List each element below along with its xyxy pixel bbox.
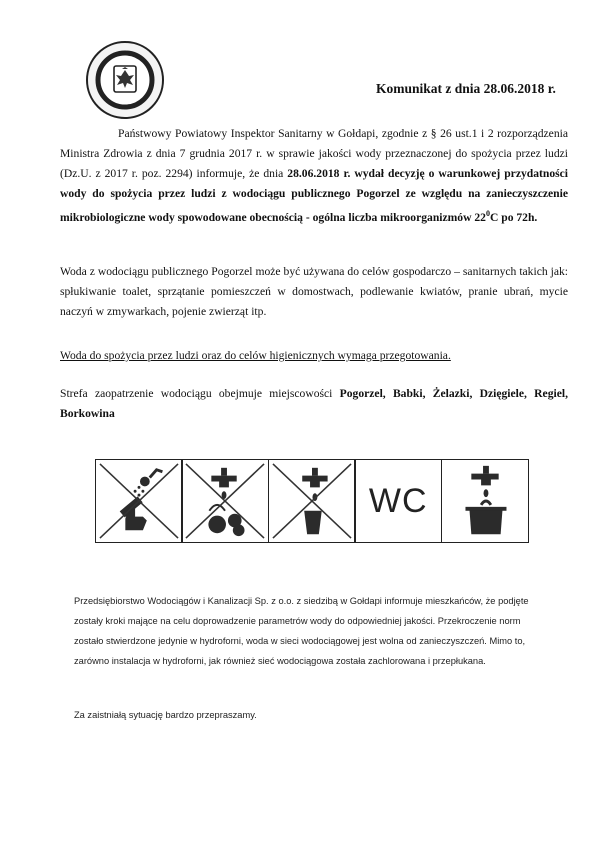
no-washing-food-icon [181,459,269,543]
no-drinking-icon [268,459,356,543]
supply-zone-paragraph [60,384,568,424]
apology-line: Za zaistniałą sytuację bardzo przepraszamy. [74,710,257,720]
no-shower-brushing-icon [95,459,183,543]
company-statement: Przedsiębiorstwo Wodociągów i Kanalizacji Sp. z o.o. z siedzibą w Gołdapi informuje mieszkańców, że podjęte zostały kroki mające na celu doprowadzenie parametrów wody do odpowiedniej jakości. Przekroczenie norm zostało stwierdzone jedynie w hydroforni, woda w sieci wodociągowej jest wolna od zanieczyszczeń. Mimo to, zarówno instalacja w hydroforni, jak również sieć wodociągowa została zachlorowana i przepłukana. [74,596,529,666]
decision-details-end: C po 72h. [489,210,538,224]
decision-paragraph [60,124,568,228]
sanitary-inspection-logo [85,40,165,120]
degree-mark: 0 [485,209,490,218]
announcement-title: Komunikat z dnia 28.06.2018 r. [376,81,556,96]
supply-zone-places: Pogorzel, Babki, Żelazki, Dzięgiele, Regiel, Borkowina [60,387,568,420]
decision-intro: Państwowy Powiatowy Inspektor Sanitarny w Gołdapi, zgodnie z § 26 ust.1 i 2 rozporządzenia Ministra Zdrowia z dnia 7 grudnia 2017 r. w sprawie jakości wody przeznaczonej do spożycia przez ludzi (Dz.U. z 2017 r. poz. 2294) informuje, że dnia [60,127,568,180]
wc-label: WC [368,482,428,520]
usage-paragraph: Woda z wodociągu publicznego Pogorzel może być używana do celów gospodarczo – sanitarnych takich jak: spłukiwanie toalet, sprzątanie pomieszczeń w domostwach, podlewanie kwiatów, pranie ubrań, mycie naczyń w zmywarkach, pojenie zwierząt itp. [60,265,568,318]
boil-water-icon [441,459,529,543]
boil-water-notice: Woda do spożycia przez ludzi oraz do celów higienicznych wymaga przegotowania. [60,349,451,362]
decision-details: 28.06.2018 r. wydał decyzję o warunkowej przydatności wody do spożycia przez ludzi z wodociągu publicznego Pogorzel ze względu na zanieczyszczenie mikrobiologiczne wody spowodowane obecnością - ogólna liczba mikroorganizmów 22 [60,167,568,224]
supply-zone-intro: Strefa zaopatrzenie wodociągu obejmuje miejscowości [60,387,340,400]
wc-icon [354,459,442,543]
pictogram-strip [95,459,541,543]
sanitary-inspection-emblem [85,40,165,120]
